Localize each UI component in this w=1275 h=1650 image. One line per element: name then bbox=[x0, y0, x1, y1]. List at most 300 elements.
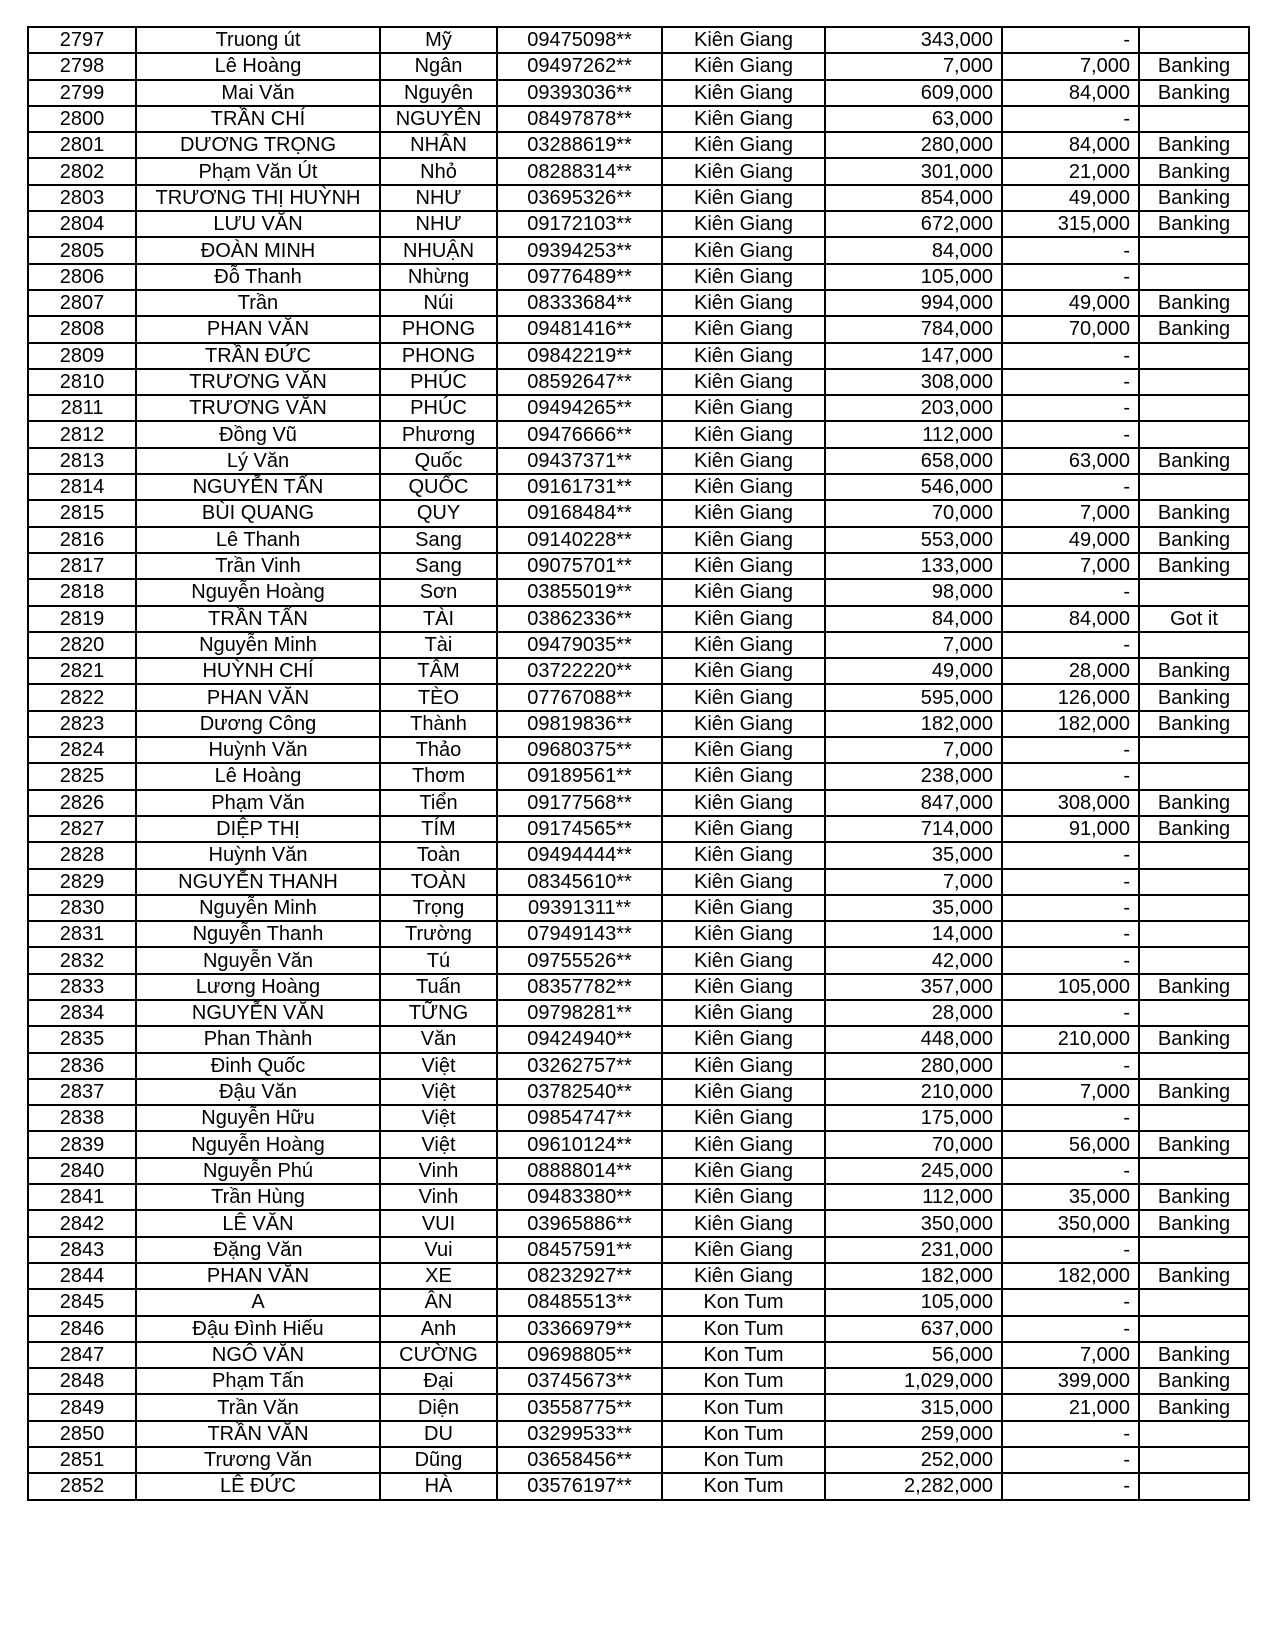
province-cell: Kiên Giang bbox=[662, 1263, 825, 1289]
amount-total-cell: 112,000 bbox=[825, 1184, 1002, 1210]
payment-method-cell: Banking bbox=[1139, 1026, 1249, 1052]
amount-received-cell: 63,000 bbox=[1002, 448, 1139, 474]
table-row bbox=[28, 27, 1249, 53]
amount-received-cell: - bbox=[1002, 895, 1139, 921]
row-number-cell: 2836 bbox=[28, 1053, 136, 1079]
row-number-cell: 2826 bbox=[28, 790, 136, 816]
amount-received-cell: 210,000 bbox=[1002, 1026, 1139, 1052]
given-names-cell: Lý Văn bbox=[136, 448, 380, 474]
phone-number-cell: 03855019** bbox=[497, 579, 662, 605]
phone-number-cell: 03576197** bbox=[497, 1473, 662, 1499]
amount-total-cell: 658,000 bbox=[825, 448, 1002, 474]
amount-total-cell: 84,000 bbox=[825, 237, 1002, 263]
amount-total-cell: 245,000 bbox=[825, 1158, 1002, 1184]
province-cell: Kiên Giang bbox=[662, 1000, 825, 1026]
amount-received-cell: 21,000 bbox=[1002, 1394, 1139, 1420]
table-row bbox=[28, 1289, 1249, 1315]
payment-method-cell: Banking bbox=[1139, 1184, 1249, 1210]
province-cell: Kiên Giang bbox=[662, 842, 825, 868]
given-names-cell: Đặng Văn bbox=[136, 1237, 380, 1263]
amount-total-cell: 280,000 bbox=[825, 1053, 1002, 1079]
given-names-cell: Nguyễn Thanh bbox=[136, 921, 380, 947]
province-cell: Kiên Giang bbox=[662, 395, 825, 421]
payment-method-cell bbox=[1139, 1105, 1249, 1131]
family-name-cell: TÀI bbox=[380, 606, 497, 632]
phone-number-cell: 07949143** bbox=[497, 921, 662, 947]
payment-method-cell: Banking bbox=[1139, 1394, 1249, 1420]
phone-number-cell: 09494265** bbox=[497, 395, 662, 421]
given-names-cell: Trương Văn bbox=[136, 1447, 380, 1473]
province-cell: Kiên Giang bbox=[662, 737, 825, 763]
amount-received-cell: 91,000 bbox=[1002, 816, 1139, 842]
amount-received-cell: - bbox=[1002, 237, 1139, 263]
amount-received-cell: - bbox=[1002, 1158, 1139, 1184]
given-names-cell: Đậu Đình Hiếu bbox=[136, 1316, 380, 1342]
phone-number-cell: 03965886** bbox=[497, 1210, 662, 1236]
province-cell: Kiên Giang bbox=[662, 448, 825, 474]
given-names-cell: Nguyễn Minh bbox=[136, 895, 380, 921]
table-row bbox=[28, 1105, 1249, 1131]
table-row bbox=[28, 1079, 1249, 1105]
amount-total-cell: 847,000 bbox=[825, 790, 1002, 816]
province-cell: Kiên Giang bbox=[662, 237, 825, 263]
phone-number-cell: 08288314** bbox=[497, 158, 662, 184]
amount-total-cell: 553,000 bbox=[825, 527, 1002, 553]
amount-received-cell: - bbox=[1002, 763, 1139, 789]
row-number-cell: 2813 bbox=[28, 448, 136, 474]
province-cell: Kon Tum bbox=[662, 1447, 825, 1473]
given-names-cell: NGUYỄN TẤN bbox=[136, 474, 380, 500]
amount-received-cell: 126,000 bbox=[1002, 684, 1139, 710]
family-name-cell: Thành bbox=[380, 711, 497, 737]
payment-method-cell bbox=[1139, 869, 1249, 895]
family-name-cell: Việt bbox=[380, 1053, 497, 1079]
family-name-cell: QUY bbox=[380, 500, 497, 526]
province-cell: Kiên Giang bbox=[662, 658, 825, 684]
phone-number-cell: 03862336** bbox=[497, 606, 662, 632]
given-names-cell: Nguyễn Hoàng bbox=[136, 579, 380, 605]
amount-received-cell: 182,000 bbox=[1002, 1263, 1139, 1289]
amount-received-cell: - bbox=[1002, 395, 1139, 421]
province-cell: Kiên Giang bbox=[662, 606, 825, 632]
amount-received-cell: 21,000 bbox=[1002, 158, 1139, 184]
province-cell: Kiên Giang bbox=[662, 264, 825, 290]
amount-received-cell: - bbox=[1002, 632, 1139, 658]
province-cell: Kiên Giang bbox=[662, 53, 825, 79]
given-names-cell: Dương Công bbox=[136, 711, 380, 737]
payment-method-cell: Banking bbox=[1139, 527, 1249, 553]
amount-total-cell: 147,000 bbox=[825, 343, 1002, 369]
amount-total-cell: 210,000 bbox=[825, 1079, 1002, 1105]
payment-method-cell bbox=[1139, 343, 1249, 369]
amount-total-cell: 7,000 bbox=[825, 737, 1002, 763]
table-row bbox=[28, 1342, 1249, 1368]
table-row bbox=[28, 1447, 1249, 1473]
family-name-cell: PHÚC bbox=[380, 369, 497, 395]
payment-method-cell: Banking bbox=[1139, 80, 1249, 106]
phone-number-cell: 09494444** bbox=[497, 842, 662, 868]
row-number-cell: 2806 bbox=[28, 264, 136, 290]
table-row bbox=[28, 53, 1249, 79]
table-row bbox=[28, 553, 1249, 579]
amount-received-cell: - bbox=[1002, 737, 1139, 763]
given-names-cell: TRẦN VĂN bbox=[136, 1421, 380, 1447]
table-row bbox=[28, 1131, 1249, 1157]
payment-method-cell: Banking bbox=[1139, 290, 1249, 316]
family-name-cell: Diện bbox=[380, 1394, 497, 1420]
family-name-cell: Núi bbox=[380, 290, 497, 316]
row-number-cell: 2816 bbox=[28, 527, 136, 553]
phone-number-cell: 03558775** bbox=[497, 1394, 662, 1420]
phone-number-cell: 09140228** bbox=[497, 527, 662, 553]
phone-number-cell: 03288619** bbox=[497, 132, 662, 158]
phone-number-cell: 09475098** bbox=[497, 27, 662, 53]
table-row bbox=[28, 1316, 1249, 1342]
amount-received-cell: - bbox=[1002, 27, 1139, 53]
given-names-cell: Huỳnh Văn bbox=[136, 737, 380, 763]
amount-received-cell: 7,000 bbox=[1002, 553, 1139, 579]
phone-number-cell: 09819836** bbox=[497, 711, 662, 737]
given-names-cell: Mai Văn bbox=[136, 80, 380, 106]
amount-total-cell: 357,000 bbox=[825, 974, 1002, 1000]
payment-method-cell: Banking bbox=[1139, 500, 1249, 526]
given-names-cell: Trần Văn bbox=[136, 1394, 380, 1420]
given-names-cell: Truong út bbox=[136, 27, 380, 53]
amount-total-cell: 84,000 bbox=[825, 606, 1002, 632]
given-names-cell: Nguyễn Minh bbox=[136, 632, 380, 658]
row-number-cell: 2844 bbox=[28, 1263, 136, 1289]
family-name-cell: TOÀN bbox=[380, 869, 497, 895]
family-name-cell: Nguyên bbox=[380, 80, 497, 106]
table-row bbox=[28, 1237, 1249, 1263]
given-names-cell: TRẦN ĐỨC bbox=[136, 343, 380, 369]
row-number-cell: 2850 bbox=[28, 1421, 136, 1447]
table-row bbox=[28, 1421, 1249, 1447]
row-number-cell: 2837 bbox=[28, 1079, 136, 1105]
phone-number-cell: 09177568** bbox=[497, 790, 662, 816]
payment-method-cell bbox=[1139, 1289, 1249, 1315]
payment-method-cell: Banking bbox=[1139, 132, 1249, 158]
payment-method-cell: Banking bbox=[1139, 684, 1249, 710]
row-number-cell: 2822 bbox=[28, 684, 136, 710]
table-row bbox=[28, 421, 1249, 447]
amount-total-cell: 301,000 bbox=[825, 158, 1002, 184]
amount-total-cell: 2,282,000 bbox=[825, 1473, 1002, 1499]
given-names-cell: Phạm Văn bbox=[136, 790, 380, 816]
amount-received-cell: 49,000 bbox=[1002, 185, 1139, 211]
amount-received-cell: - bbox=[1002, 1473, 1139, 1499]
table-row bbox=[28, 711, 1249, 737]
province-cell: Kiên Giang bbox=[662, 790, 825, 816]
given-names-cell: TRƯƠNG THỊ HUỲNH bbox=[136, 185, 380, 211]
family-name-cell: NHUẬN bbox=[380, 237, 497, 263]
amount-received-cell: - bbox=[1002, 579, 1139, 605]
row-number-cell: 2827 bbox=[28, 816, 136, 842]
payment-method-cell bbox=[1139, 1421, 1249, 1447]
amount-total-cell: 35,000 bbox=[825, 895, 1002, 921]
table-row bbox=[28, 80, 1249, 106]
amount-received-cell: 7,000 bbox=[1002, 53, 1139, 79]
table-row bbox=[28, 527, 1249, 553]
province-cell: Kiên Giang bbox=[662, 763, 825, 789]
amount-total-cell: 854,000 bbox=[825, 185, 1002, 211]
province-cell: Kiên Giang bbox=[662, 869, 825, 895]
row-number-cell: 2801 bbox=[28, 132, 136, 158]
family-name-cell: NHƯ bbox=[380, 211, 497, 237]
family-name-cell: Văn bbox=[380, 1026, 497, 1052]
payment-method-cell bbox=[1139, 106, 1249, 132]
family-name-cell: PHONG bbox=[380, 316, 497, 342]
family-name-cell: ÂN bbox=[380, 1289, 497, 1315]
family-name-cell: Vui bbox=[380, 1237, 497, 1263]
row-number-cell: 2831 bbox=[28, 921, 136, 947]
table-row bbox=[28, 1368, 1249, 1394]
province-cell: Kiên Giang bbox=[662, 1210, 825, 1236]
amount-received-cell: - bbox=[1002, 1237, 1139, 1263]
province-cell: Kiên Giang bbox=[662, 1184, 825, 1210]
phone-number-cell: 08888014** bbox=[497, 1158, 662, 1184]
province-cell: Kiên Giang bbox=[662, 343, 825, 369]
table-row bbox=[28, 290, 1249, 316]
given-names-cell: Lương Hoàng bbox=[136, 974, 380, 1000]
payment-method-cell bbox=[1139, 369, 1249, 395]
province-cell: Kiên Giang bbox=[662, 211, 825, 237]
amount-total-cell: 252,000 bbox=[825, 1447, 1002, 1473]
phone-number-cell: 08232927** bbox=[497, 1263, 662, 1289]
amount-total-cell: 7,000 bbox=[825, 869, 1002, 895]
amount-total-cell: 14,000 bbox=[825, 921, 1002, 947]
family-name-cell: Phương bbox=[380, 421, 497, 447]
table-row bbox=[28, 316, 1249, 342]
row-number-cell: 2834 bbox=[28, 1000, 136, 1026]
given-names-cell: Đỗ Thanh bbox=[136, 264, 380, 290]
row-number-cell: 2814 bbox=[28, 474, 136, 500]
phone-number-cell: 03366979** bbox=[497, 1316, 662, 1342]
given-names-cell: NGUYỄN THANH bbox=[136, 869, 380, 895]
province-cell: Kiên Giang bbox=[662, 816, 825, 842]
province-cell: Kon Tum bbox=[662, 1368, 825, 1394]
table-row bbox=[28, 869, 1249, 895]
family-name-cell: Sang bbox=[380, 553, 497, 579]
phone-number-cell: 09437371** bbox=[497, 448, 662, 474]
table-row bbox=[28, 763, 1249, 789]
family-name-cell: Nhừng bbox=[380, 264, 497, 290]
payment-method-cell: Banking bbox=[1139, 1368, 1249, 1394]
province-cell: Kiên Giang bbox=[662, 579, 825, 605]
family-name-cell: TÍM bbox=[380, 816, 497, 842]
table-row bbox=[28, 632, 1249, 658]
payment-method-cell bbox=[1139, 1473, 1249, 1499]
table-row bbox=[28, 211, 1249, 237]
phone-number-cell: 08497878** bbox=[497, 106, 662, 132]
amount-total-cell: 714,000 bbox=[825, 816, 1002, 842]
amount-total-cell: 42,000 bbox=[825, 947, 1002, 973]
given-names-cell: TRẦN CHÍ bbox=[136, 106, 380, 132]
payment-method-cell: Banking bbox=[1139, 158, 1249, 184]
given-names-cell: PHAN VĂN bbox=[136, 316, 380, 342]
phone-number-cell: 03658456** bbox=[497, 1447, 662, 1473]
family-name-cell: CƯỜNG bbox=[380, 1342, 497, 1368]
family-name-cell: Dũng bbox=[380, 1447, 497, 1473]
payment-method-cell bbox=[1139, 1237, 1249, 1263]
row-number-cell: 2830 bbox=[28, 895, 136, 921]
amount-total-cell: 105,000 bbox=[825, 1289, 1002, 1315]
amount-received-cell: - bbox=[1002, 921, 1139, 947]
amount-total-cell: 49,000 bbox=[825, 658, 1002, 684]
payment-method-cell: Banking bbox=[1139, 185, 1249, 211]
table-row bbox=[28, 684, 1249, 710]
amount-total-cell: 595,000 bbox=[825, 684, 1002, 710]
given-names-cell: Lê Hoàng bbox=[136, 763, 380, 789]
phone-number-cell: 08333684** bbox=[497, 290, 662, 316]
amount-total-cell: 343,000 bbox=[825, 27, 1002, 53]
amount-received-cell: 105,000 bbox=[1002, 974, 1139, 1000]
amount-total-cell: 182,000 bbox=[825, 1263, 1002, 1289]
amount-received-cell: 84,000 bbox=[1002, 80, 1139, 106]
family-name-cell: NGUYÊN bbox=[380, 106, 497, 132]
table-row bbox=[28, 132, 1249, 158]
family-name-cell: Việt bbox=[380, 1079, 497, 1105]
amount-total-cell: 35,000 bbox=[825, 842, 1002, 868]
amount-total-cell: 238,000 bbox=[825, 763, 1002, 789]
family-name-cell: TÈO bbox=[380, 684, 497, 710]
amount-received-cell: - bbox=[1002, 369, 1139, 395]
phone-number-cell: 09798281** bbox=[497, 1000, 662, 1026]
province-cell: Kiên Giang bbox=[662, 290, 825, 316]
province-cell: Kiên Giang bbox=[662, 711, 825, 737]
phone-number-cell: 09497262** bbox=[497, 53, 662, 79]
row-number-cell: 2838 bbox=[28, 1105, 136, 1131]
table-row bbox=[28, 842, 1249, 868]
payment-method-cell bbox=[1139, 737, 1249, 763]
phone-number-cell: 03695326** bbox=[497, 185, 662, 211]
row-number-cell: 2819 bbox=[28, 606, 136, 632]
given-names-cell: NGÔ VĂN bbox=[136, 1342, 380, 1368]
table-row bbox=[28, 1394, 1249, 1420]
phone-number-cell: 03262757** bbox=[497, 1053, 662, 1079]
row-number-cell: 2823 bbox=[28, 711, 136, 737]
phone-number-cell: 09424940** bbox=[497, 1026, 662, 1052]
amount-total-cell: 1,029,000 bbox=[825, 1368, 1002, 1394]
province-cell: Kon Tum bbox=[662, 1342, 825, 1368]
amount-total-cell: 105,000 bbox=[825, 264, 1002, 290]
province-cell: Kiên Giang bbox=[662, 527, 825, 553]
amount-received-cell: 399,000 bbox=[1002, 1368, 1139, 1394]
family-name-cell: Mỹ bbox=[380, 27, 497, 53]
payment-method-cell: Banking bbox=[1139, 816, 1249, 842]
row-number-cell: 2815 bbox=[28, 500, 136, 526]
amount-received-cell: - bbox=[1002, 869, 1139, 895]
family-name-cell: TỮNG bbox=[380, 1000, 497, 1026]
amount-received-cell: - bbox=[1002, 264, 1139, 290]
family-name-cell: Nhỏ bbox=[380, 158, 497, 184]
phone-number-cell: 09476666** bbox=[497, 421, 662, 447]
payment-method-cell: Banking bbox=[1139, 553, 1249, 579]
province-cell: Kiên Giang bbox=[662, 316, 825, 342]
family-name-cell: Ngân bbox=[380, 53, 497, 79]
family-name-cell: Vinh bbox=[380, 1184, 497, 1210]
row-number-cell: 2812 bbox=[28, 421, 136, 447]
payment-method-cell bbox=[1139, 1000, 1249, 1026]
table-row bbox=[28, 1210, 1249, 1236]
table-row bbox=[28, 1263, 1249, 1289]
family-name-cell: Đại bbox=[380, 1368, 497, 1394]
phone-number-cell: 09479035** bbox=[497, 632, 662, 658]
amount-received-cell: 70,000 bbox=[1002, 316, 1139, 342]
row-number-cell: 2807 bbox=[28, 290, 136, 316]
amount-received-cell: 7,000 bbox=[1002, 500, 1139, 526]
family-name-cell: Tú bbox=[380, 947, 497, 973]
amount-total-cell: 56,000 bbox=[825, 1342, 1002, 1368]
amount-received-cell: 35,000 bbox=[1002, 1184, 1139, 1210]
given-names-cell: Nguyễn Hữu bbox=[136, 1105, 380, 1131]
payment-method-cell: Banking bbox=[1139, 1079, 1249, 1105]
family-name-cell: Toàn bbox=[380, 842, 497, 868]
table-row bbox=[28, 158, 1249, 184]
phone-number-cell: 03722220** bbox=[497, 658, 662, 684]
family-name-cell: Việt bbox=[380, 1105, 497, 1131]
table-row bbox=[28, 1473, 1249, 1499]
row-number-cell: 2832 bbox=[28, 947, 136, 973]
payment-method-cell: Banking bbox=[1139, 974, 1249, 1000]
row-number-cell: 2840 bbox=[28, 1158, 136, 1184]
province-cell: Kiên Giang bbox=[662, 474, 825, 500]
given-names-cell: Nguyễn Hoàng bbox=[136, 1131, 380, 1157]
phone-number-cell: 08485513** bbox=[497, 1289, 662, 1315]
given-names-cell: PHAN VĂN bbox=[136, 1263, 380, 1289]
payment-method-cell bbox=[1139, 921, 1249, 947]
phone-number-cell: 08592647** bbox=[497, 369, 662, 395]
given-names-cell: Nguyễn Phú bbox=[136, 1158, 380, 1184]
payment-method-cell: Banking bbox=[1139, 658, 1249, 684]
phone-number-cell: 09393036** bbox=[497, 80, 662, 106]
phone-number-cell: 09189561** bbox=[497, 763, 662, 789]
amount-received-cell: - bbox=[1002, 421, 1139, 447]
given-names-cell: ĐOÀN MINH bbox=[136, 237, 380, 263]
phone-number-cell: 03782540** bbox=[497, 1079, 662, 1105]
amount-received-cell: - bbox=[1002, 343, 1139, 369]
amount-total-cell: 280,000 bbox=[825, 132, 1002, 158]
amount-received-cell: 49,000 bbox=[1002, 527, 1139, 553]
family-name-cell: XE bbox=[380, 1263, 497, 1289]
amount-received-cell: - bbox=[1002, 106, 1139, 132]
family-name-cell: PHONG bbox=[380, 343, 497, 369]
phone-number-cell: 09854747** bbox=[497, 1105, 662, 1131]
province-cell: Kiên Giang bbox=[662, 1158, 825, 1184]
table-row bbox=[28, 974, 1249, 1000]
given-names-cell: Phạm Văn Út bbox=[136, 158, 380, 184]
amount-received-cell: 7,000 bbox=[1002, 1079, 1139, 1105]
row-number-cell: 2852 bbox=[28, 1473, 136, 1499]
amount-received-cell: - bbox=[1002, 842, 1139, 868]
amount-total-cell: 182,000 bbox=[825, 711, 1002, 737]
row-number-cell: 2818 bbox=[28, 579, 136, 605]
row-number-cell: 2833 bbox=[28, 974, 136, 1000]
given-names-cell: Trần bbox=[136, 290, 380, 316]
table-row bbox=[28, 237, 1249, 263]
payment-method-cell bbox=[1139, 842, 1249, 868]
phone-number-cell: 09755526** bbox=[497, 947, 662, 973]
table-row bbox=[28, 1158, 1249, 1184]
phone-number-cell: 09394253** bbox=[497, 237, 662, 263]
family-name-cell: Anh bbox=[380, 1316, 497, 1342]
row-number-cell: 2798 bbox=[28, 53, 136, 79]
phone-number-cell: 09610124** bbox=[497, 1131, 662, 1157]
province-cell: Kiên Giang bbox=[662, 500, 825, 526]
given-names-cell: Đinh Quốc bbox=[136, 1053, 380, 1079]
payment-method-cell bbox=[1139, 1158, 1249, 1184]
row-number-cell: 2846 bbox=[28, 1316, 136, 1342]
